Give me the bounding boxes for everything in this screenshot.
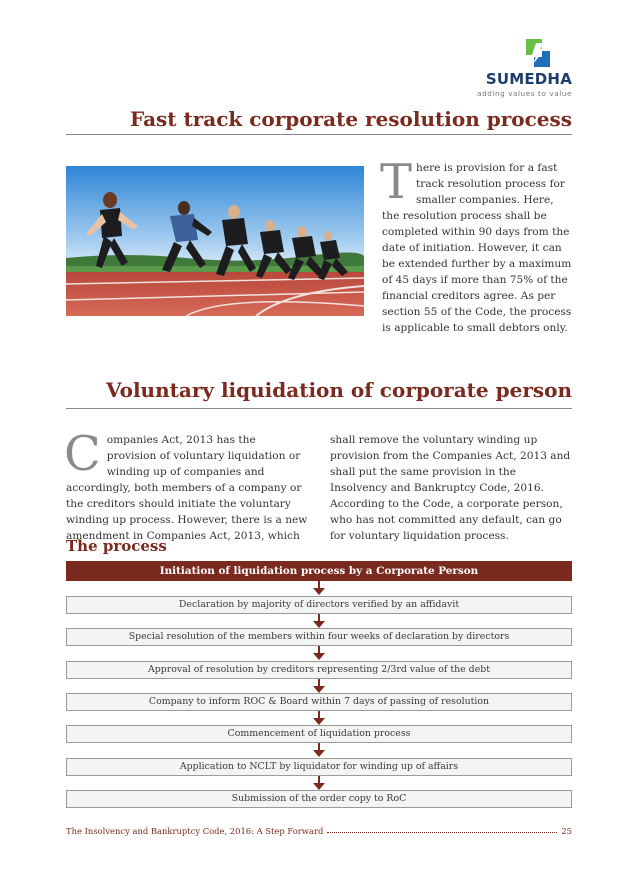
dropcap-t: T (380, 154, 413, 210)
flow-arrow-down-icon (313, 743, 325, 758)
sumedha-logo-mark-icon (522, 37, 554, 69)
flow-arrow-down-icon (313, 679, 325, 694)
right-column-text: shall remove the voluntary winding up provision from the Companies Act, 2013 and shall put the same provision in the Insolvency and Bankruptcy Code, 2016. According to the Code, a corporate person, who has not committed any default, can go for voluntary liquidation process. (330, 434, 571, 542)
dropcap-c: C (64, 426, 101, 482)
page-footer (66, 826, 572, 836)
footer-title: The Insolvency and Bankruptcy Code, 2016: A Step Forward (66, 826, 324, 836)
title-divider (66, 408, 572, 409)
process-step-4: Company to inform ROC & Board within 7 days of passing of resolution (66, 693, 572, 711)
fast-track-body: here is provision for a fast track resolution process for smaller companies. Here, the resolution process shall be completed within 90 days from the date of initiation. However, it can be extended further by a maximum of 45 days if more than 75% of the financial creditors agree. As per section 55 of the Code, the process is applicable to small debtors only. (382, 162, 572, 334)
process-step-2: Special resolution of the members within four weeks of declaration by directors (66, 628, 572, 646)
process-step-3: Approval of resolution by creditors representing 2/3rd value of the debt (66, 661, 572, 679)
title-divider (66, 134, 572, 135)
process-step-1: Declaration by majority of directors verified by an affidavit (66, 596, 572, 614)
flow-arrow-down-icon (313, 711, 325, 726)
voluntary-liquidation-right-column (330, 432, 572, 544)
flow-arrow-down-icon (313, 614, 325, 629)
logo-name: SUMEDHA (485, 70, 572, 88)
process-step-7: Submission of the order copy to RoC (66, 790, 572, 808)
process-step-5: Commencement of liquidation process (66, 725, 572, 743)
logo-tagline: adding values to value (477, 89, 572, 98)
process-step-6: Application to NCLT by liquidator for winding up of affairs (66, 758, 572, 776)
page-number: 25 (561, 826, 572, 836)
section-title-fast-track: Fast track corporate resolution process (129, 107, 572, 131)
section-title-voluntary-liquidation: Voluntary liquidation of corporate person (105, 378, 572, 402)
fast-track-paragraph (380, 154, 572, 336)
flow-arrow-down-icon (313, 646, 325, 661)
process-step-initiation: Initiation of liquidation process by a Corporate Person (66, 561, 572, 581)
flow-arrow-down-icon (313, 776, 325, 791)
process-heading: The process (66, 537, 167, 555)
flow-arrow-down-icon (313, 581, 325, 596)
footer-leader-dots (327, 832, 557, 833)
sprinting-businesspeople-photo (66, 166, 364, 316)
voluntary-liquidation-left-column (64, 426, 308, 544)
left-column-text: ompanies Act, 2013 has the provision of voluntary liquidation or winding up of companies and accordingly, both members of a company or the creditors should initiate the voluntary winding up process. However, there is a new amendment in Companies Act, 2013, which (66, 434, 308, 542)
